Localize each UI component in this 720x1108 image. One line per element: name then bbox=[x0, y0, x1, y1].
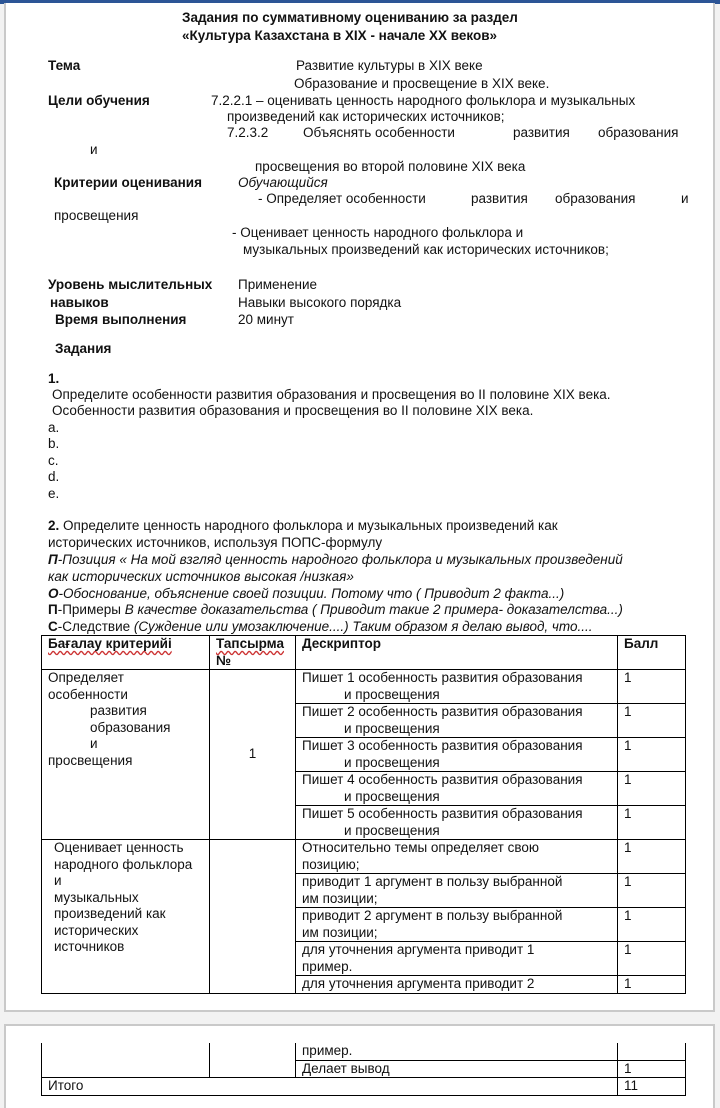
header-task-no-line-1: Тапсырма bbox=[216, 636, 284, 651]
score-cell: 1 bbox=[618, 772, 686, 806]
criterion-1-and: и bbox=[681, 191, 689, 206]
descriptor-line-2: и просвещения bbox=[344, 788, 440, 804]
rubric-table-continued bbox=[41, 1043, 686, 1096]
tasks-heading: Задания bbox=[55, 341, 112, 356]
pops-examples-label: -Примеры bbox=[57, 602, 125, 617]
title-line-2: «Культура Казахстана в XIX - начале XX веков» bbox=[182, 28, 498, 43]
criterion-2-line-1: - Оценивает ценность народного фольклора и bbox=[232, 225, 524, 240]
topic-value-2: Образование и просвещение в XIX веке. bbox=[294, 76, 550, 91]
score-cell: 1 bbox=[618, 840, 686, 874]
topic-label: Тема bbox=[48, 58, 81, 73]
goal-2-word-3: образования bbox=[598, 125, 679, 140]
task-number-cell-continued bbox=[210, 1043, 296, 1078]
criterion-2-line: произведений как bbox=[54, 906, 166, 921]
descriptor-cell bbox=[296, 976, 618, 994]
descriptor-cell: Делает вывод bbox=[296, 1060, 618, 1078]
goal-2-word-1: Объяснять особенности bbox=[303, 125, 455, 140]
pops-justification-text: -Обоснование, объяснение своей позиции. Потому что ( Приводит 2 факта...) bbox=[58, 586, 565, 601]
thinking-level-value-1: Применение bbox=[238, 277, 318, 292]
header-descriptor: Дескриптор bbox=[296, 636, 618, 670]
document-page-2 bbox=[4, 1024, 715, 1108]
criterion-1-line: Определяет bbox=[48, 670, 124, 685]
answer-c: c. bbox=[48, 453, 59, 468]
time-label: Время выполнения bbox=[55, 312, 187, 327]
thinking-level-label-2: навыков bbox=[50, 295, 109, 310]
score-cell: 1 bbox=[618, 976, 686, 994]
descriptor-cell: пример. bbox=[296, 1043, 618, 1060]
pops-p2-letter: П bbox=[48, 602, 58, 617]
descriptor-cell bbox=[296, 874, 618, 908]
descriptor-cell bbox=[296, 738, 618, 772]
answer-d: d. bbox=[48, 469, 60, 484]
score-cell: 1 bbox=[618, 806, 686, 840]
pops-position-line-1 bbox=[48, 552, 623, 568]
score-cell: 1 bbox=[618, 908, 686, 942]
table-row bbox=[42, 840, 686, 874]
descriptor-line-1: Пишет 1 особенность развития образования bbox=[302, 670, 583, 685]
goal-2-and: и bbox=[90, 142, 98, 157]
descriptor-line-1: для уточнения аргумента приводит 2 bbox=[302, 976, 535, 991]
score-cell: 1 bbox=[618, 942, 686, 976]
criteria-intro: Обучающийся bbox=[238, 175, 328, 190]
total-score: 11 bbox=[618, 1078, 686, 1096]
topic-value-1: Развитие культуры в XIX веке bbox=[296, 58, 483, 73]
score-cell bbox=[618, 1043, 686, 1060]
descriptor-line-1: Пишет 2 особенность развития образования bbox=[302, 704, 583, 719]
header-criteria bbox=[42, 636, 210, 670]
task-number-cell-2 bbox=[210, 840, 296, 994]
score-cell: 1 bbox=[618, 704, 686, 738]
descriptor-line-2: им позиции; bbox=[302, 890, 378, 906]
descriptor-line-2: позицию; bbox=[302, 856, 360, 872]
descriptor-line-2: пример. bbox=[302, 958, 353, 974]
pops-justification bbox=[48, 586, 564, 602]
score-cell: 1 bbox=[618, 738, 686, 772]
criterion-2-line: источников bbox=[54, 939, 125, 954]
thinking-level-label-1: Уровень мыслительных bbox=[48, 277, 213, 292]
pops-p-letter: П bbox=[48, 552, 58, 567]
criterion-1-line: и bbox=[90, 736, 98, 751]
rubric-header-row bbox=[42, 636, 686, 670]
descriptor-cell bbox=[296, 772, 618, 806]
descriptor-cell bbox=[296, 806, 618, 840]
descriptor-line-2: им позиции; bbox=[302, 924, 378, 940]
title-line-1: Задания по суммативному оцениванию за раздел bbox=[182, 10, 518, 25]
pops-consequence-label: -Следствие bbox=[57, 619, 134, 634]
pops-examples bbox=[48, 602, 623, 618]
task-1-line-2: Особенности развития образования и просвещения во II половине XIX века. bbox=[52, 403, 534, 418]
descriptor-line-2: и просвещения bbox=[344, 822, 440, 838]
task-1-line-1: Определите особенности развития образования и просвещения во II половине XIX века. bbox=[52, 387, 611, 402]
answer-a: a. bbox=[48, 420, 60, 435]
time-value: 20 минут bbox=[238, 312, 294, 327]
criterion-1-line: просвещения bbox=[48, 752, 133, 768]
score-cell: 1 bbox=[618, 1060, 686, 1078]
pops-position-line-2: как исторических источников высокая /низкая» bbox=[48, 569, 354, 584]
goal-1-line-2: произведений как исторических источников; bbox=[227, 109, 505, 124]
criterion-1-line: развития bbox=[90, 703, 147, 718]
goal-1-line-1: 7.2.2.1 – оценивать ценность народного фольклора и музыкальных bbox=[211, 93, 636, 108]
criterion-1-word-1: - Определяет особенности bbox=[258, 191, 426, 206]
task-number-cell-1: 1 bbox=[210, 670, 296, 840]
criterion-2-line-2: музыкальных произведений как исторических источников; bbox=[243, 242, 609, 257]
criterion-2-line: исторических bbox=[54, 922, 139, 938]
descriptor-line-2: и просвещения bbox=[344, 720, 440, 736]
descriptor-cell bbox=[296, 942, 618, 976]
criterion-1-line-2: просвещения bbox=[54, 208, 139, 223]
criterion-1-line: особенности bbox=[48, 686, 128, 702]
pops-position-text: -Позиция « На мой взгляд ценность народного фольклора и музыкальных произведений bbox=[57, 552, 623, 567]
thinking-level-value-2: Навыки высокого порядка bbox=[238, 295, 402, 310]
document-page-1 bbox=[4, 3, 715, 1012]
criterion-2-line: и bbox=[54, 873, 62, 888]
goals-label: Цели обучения bbox=[48, 93, 150, 108]
pops-consequence-text: (Суждение или умозаключение....) Таким образом я делаю вывод, что.... bbox=[133, 619, 593, 634]
descriptor-line-2: и просвещения bbox=[344, 754, 440, 770]
descriptor-line-1: для уточнения аргумента приводит 1 bbox=[302, 942, 535, 957]
rubric-table bbox=[41, 635, 686, 994]
total-label: Итого bbox=[42, 1078, 618, 1096]
score-cell: 1 bbox=[618, 874, 686, 908]
criteria-label: Критерии оценивания bbox=[54, 175, 202, 190]
answer-e: e. bbox=[48, 486, 60, 501]
descriptor-cell bbox=[296, 670, 618, 704]
descriptor-line-1: приводит 2 аргумент в пользу выбранной bbox=[302, 908, 563, 923]
criterion-cell-continued bbox=[42, 1043, 210, 1078]
total-row bbox=[42, 1078, 686, 1096]
answer-b: b. bbox=[48, 436, 60, 451]
criterion-1-line: образования bbox=[90, 719, 171, 735]
table-row bbox=[42, 1043, 686, 1060]
criterion-cell-1 bbox=[42, 670, 210, 840]
criterion-2-line: народного фольклора bbox=[54, 856, 193, 872]
criterion-1-word-2: развития bbox=[471, 191, 528, 206]
pops-o-letter: О bbox=[48, 586, 59, 601]
goal-2-word-2: развития bbox=[513, 125, 570, 140]
descriptor-line-1: Пишет 3 особенность развития образования bbox=[302, 738, 583, 753]
task-2-line-2: исторических источников, используя ПОПС-формулу bbox=[48, 535, 383, 550]
header-task-no-line-2: № bbox=[216, 652, 232, 668]
header-criteria-text: Бағалау критерийі bbox=[48, 636, 172, 651]
descriptor-line-1: приводит 1 аргумент в пользу выбранной bbox=[302, 874, 563, 889]
descriptor-cell bbox=[296, 704, 618, 738]
pops-examples-text: В качестве доказательства ( Приводит такие 2 примера- доказателства...) bbox=[124, 602, 623, 617]
descriptor-line-1: Относительно темы определяет свою bbox=[302, 840, 539, 855]
task-2-line-1 bbox=[48, 518, 558, 534]
header-score: Балл bbox=[618, 636, 686, 670]
score-cell: 1 bbox=[618, 670, 686, 704]
descriptor-line-2: и просвещения bbox=[344, 686, 440, 702]
pops-c-letter: С bbox=[48, 619, 58, 634]
descriptor-line-1: Пишет 5 особенность развития образования bbox=[302, 806, 583, 821]
criterion-2-line: Оценивает ценность bbox=[54, 840, 184, 855]
task-1-number: 1. bbox=[48, 371, 60, 386]
pops-consequence bbox=[48, 619, 593, 635]
descriptor-cell bbox=[296, 908, 618, 942]
descriptor-cell bbox=[296, 840, 618, 874]
goal-2-code: 7.2.3.2 bbox=[227, 125, 269, 140]
criterion-1-word-3: образования bbox=[555, 191, 636, 206]
header-task-no bbox=[210, 636, 296, 670]
task-2-text-1: Определите ценность народного фольклора и музыкальных произведений как bbox=[59, 518, 558, 533]
table-row bbox=[42, 670, 686, 704]
descriptor-line-1: Пишет 4 особенность развития образования bbox=[302, 772, 583, 787]
criterion-2-line: музыкальных bbox=[54, 889, 139, 905]
goal-2-line-2: просвещения во второй половине XIX века bbox=[255, 159, 526, 174]
criterion-cell-2 bbox=[42, 840, 210, 994]
task-2-number: 2. bbox=[48, 518, 60, 533]
